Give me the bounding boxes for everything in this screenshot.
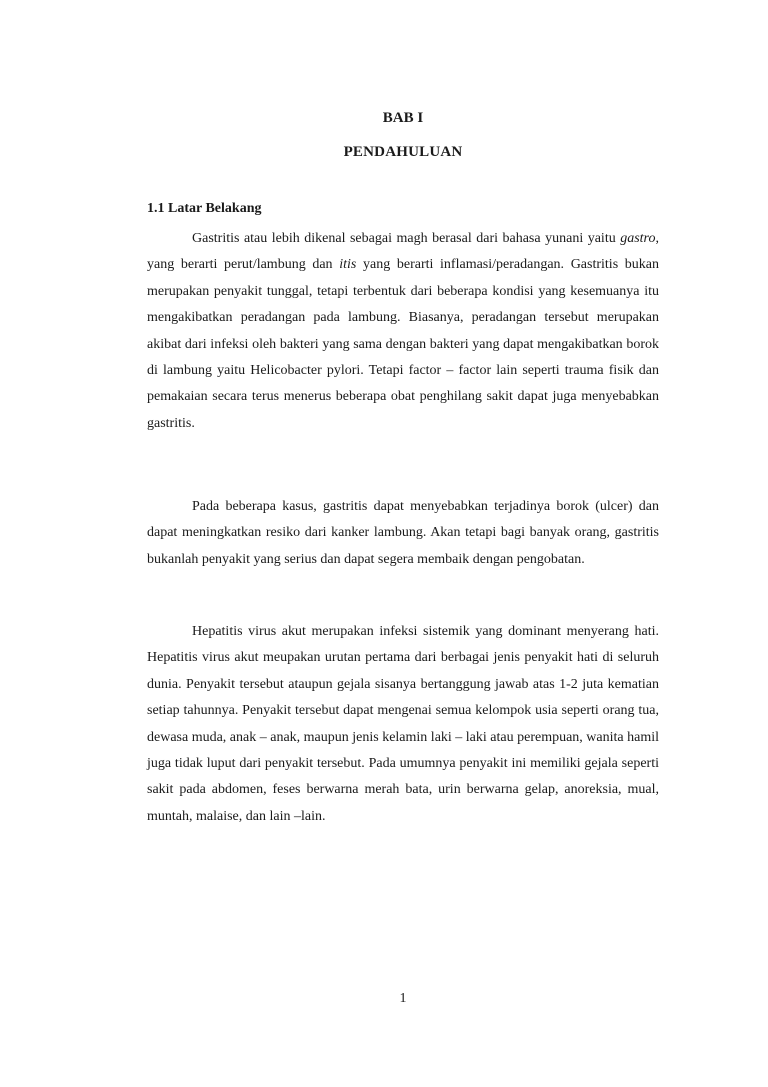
italic-term-itis: itis bbox=[339, 257, 357, 273]
page-number: 1 bbox=[399, 991, 407, 1006]
paragraph-text: yang berarti inflamasi/peradangan. Gastritis bukan merupakan penyakit tunggal, tetapi terbentuk dari beberapa kondisi yang kesemuanya itu mengakibatkan peradangan pada lambung. Biasanya, peradangan tersebut merupakan akibat dari infeksi oleh bakteri yang sama dengan bakteri yang dapat mengakibatkan borok di lambung yaitu Helicobacter pylori. Tetapi factor – factor lain seperti trauma fisik dan pemakaian secara terus menerus beberapa obat penghilang sakit dapat juga menyebabkan gastritis. bbox=[147, 257, 660, 431]
section-heading: 1.1 Latar Belakang bbox=[147, 201, 262, 216]
paragraph-text: , yang berarti perut/lambung dan bbox=[147, 231, 659, 273]
chapter-number: BAB I bbox=[382, 110, 424, 126]
paragraph-gastritis-cases: Pada beberapa kasus, gastritis dapat menyebabkan terjadinya borok (ulcer) dan dapat meningkatkan resiko dari kanker lambung. Akan tetapi bagi banyak orang, gastritis bukanlah penyakit yang serius dan dapat segera membaik dengan pengobatan. bbox=[147, 499, 659, 567]
chapter-title: PENDAHULUAN bbox=[343, 144, 463, 160]
italic-term-gastro: gastro bbox=[620, 231, 656, 246]
paragraph-gastritis-definition bbox=[147, 226, 659, 437]
paragraph-hepatitis: Hepatitis virus akut merupakan infeksi sistemik yang dominant menyerang hati. Hepatitis virus akut meupakan urutan pertama dari berbagai jenis penyakit hati di seluruh dunia. Penyakit tersebut ataupun gejala sisanya bertanggung jawab atas 1-2 juta kematian setiap tahunnya. Penyakit tersebut dapat mengenai semua kelompok usia seperti orang tua, dewasa muda, anak – anak, maupun jenis kelamin laki – laki atau perempuan, wanita hamil juga tidak luput dari penyakit tersebut. Pada umumnya penyakit ini memiliki gejala seperti sakit pada abdomen, feses berwarna merah bata, urin berwarna gelap, anoreksia, mual, muntah, malaise, dan lain –lain. bbox=[147, 624, 659, 824]
paragraph-text: Gastritis atau lebih dikenal sebagai magh berasal dari bahasa yunani yaitu bbox=[192, 231, 621, 246]
